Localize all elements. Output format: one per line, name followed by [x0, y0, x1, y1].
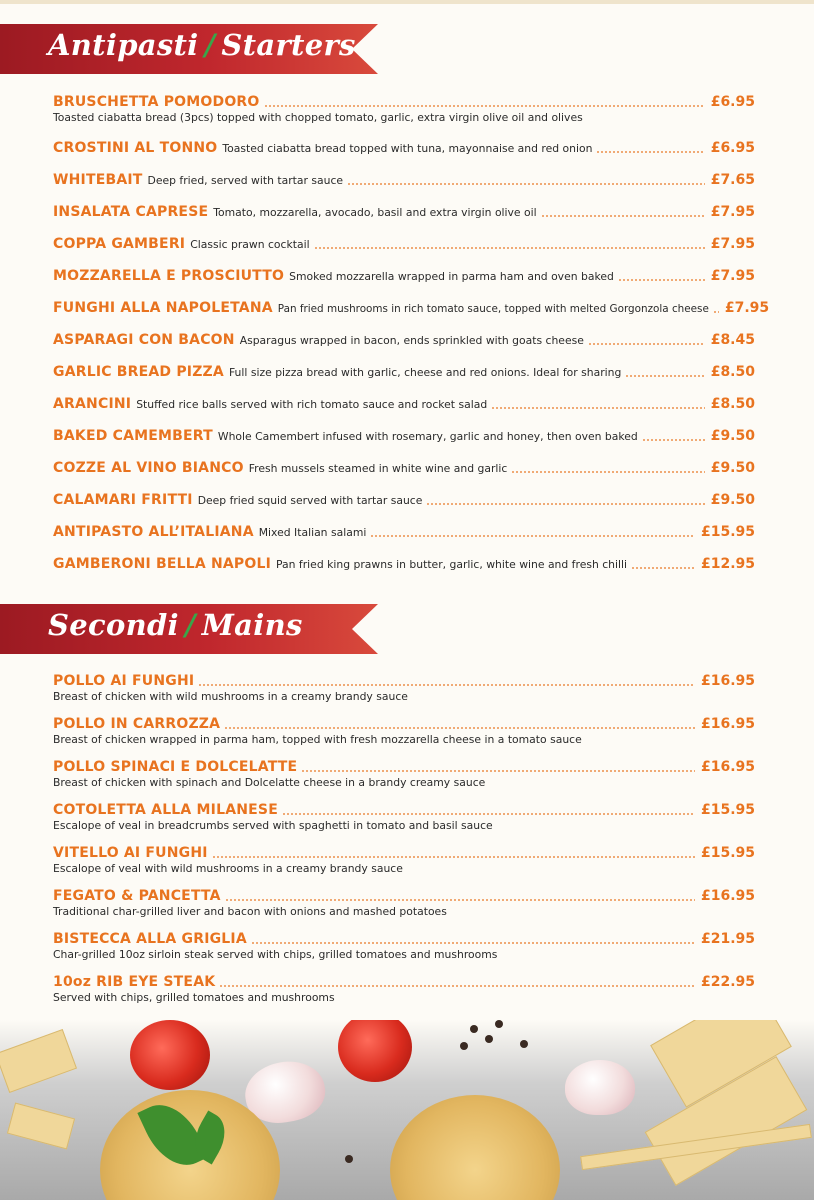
item-description: Stuffed rice balls served with rich tomato sauce and rocket salad: [136, 398, 488, 411]
item-price: £8.50: [710, 364, 755, 380]
menu-item: [53, 673, 755, 703]
rigatoni-pasta: [7, 1103, 75, 1150]
menu-item: [53, 140, 755, 156]
menu-item: [53, 364, 755, 380]
garlic-clove: [565, 1060, 635, 1115]
item-price: £8.50: [710, 396, 755, 412]
item-name: 10oz RIB EYE STEAK: [53, 974, 216, 990]
item-description: Classic prawn cocktail: [190, 238, 310, 251]
item-line: [53, 140, 755, 156]
dot-leader: [426, 503, 704, 505]
item-description: Smoked mozzarella wrapped in parma ham and oven baked: [289, 270, 614, 283]
item-description: Escalope of veal in breadcrumbs served with spaghetti in tomato and basil sauce: [53, 819, 493, 832]
item-price: £12.95: [700, 556, 755, 572]
menu-item: [53, 428, 755, 444]
menu-item: [53, 492, 755, 508]
title-separator: /: [184, 608, 196, 642]
item-price: £7.95: [710, 236, 755, 252]
item-description: Traditional char-grilled liver and bacon with onions and mashed potatoes: [53, 905, 447, 918]
item-price: £6.95: [710, 140, 755, 156]
item-name: ASPARAGI CON BACON: [53, 332, 235, 348]
dot-leader: [347, 183, 705, 185]
item-price: £9.50: [710, 460, 755, 476]
menu-item: [53, 94, 755, 124]
item-description: Char-grilled 10oz sirloin steak served with chips, grilled tomatoes and mushrooms: [53, 948, 498, 961]
item-name: BISTECCA ALLA GRIGLIA: [53, 931, 247, 947]
item-line: [53, 236, 755, 252]
item-price: £15.95: [700, 524, 755, 540]
dot-leader: [314, 247, 705, 249]
menu-item: [53, 332, 755, 348]
item-line: [53, 364, 755, 380]
dot-leader: [588, 343, 705, 345]
item-price: £16.95: [700, 888, 755, 904]
peppercorn: [460, 1042, 468, 1050]
item-line: [53, 204, 755, 220]
item-line: [53, 845, 755, 861]
item-line: [53, 94, 755, 110]
menu-item: [53, 759, 755, 789]
item-line: [53, 802, 755, 818]
item-name: VITELLO AI FUNGHI: [53, 845, 208, 861]
item-description: Toasted ciabatta bread topped with tuna, mayonnaise and red onion: [222, 142, 593, 155]
peppercorn: [520, 1040, 528, 1048]
item-line: [53, 332, 755, 348]
item-name: MOZZARELLA E PROSCIUTTO: [53, 268, 285, 284]
menu-item: [53, 268, 755, 284]
item-name: POLLO IN CARROZZA: [53, 716, 221, 732]
item-name: CALAMARI FRITTI: [53, 492, 193, 508]
item-name: GAMBERONI BELLA NAPOLI: [53, 556, 272, 572]
title-word: Antipasti: [48, 28, 199, 62]
dot-leader: [212, 856, 695, 858]
dot-leader: [511, 471, 704, 473]
item-description: Deep fried squid served with tartar sauce: [197, 494, 423, 507]
item-price: £7.95: [710, 204, 755, 220]
menu-item: [53, 974, 755, 1004]
item-name: ANTIPASTO ALL’ITALIANA: [53, 524, 254, 540]
tomato-half: [130, 1020, 210, 1090]
item-line: [53, 524, 755, 540]
item-price: £21.95: [700, 931, 755, 947]
mains-heading: [48, 608, 303, 642]
menu-item: [53, 172, 755, 188]
item-price: £9.50: [710, 492, 755, 508]
item-line: [53, 759, 755, 775]
menu-item: [53, 396, 755, 412]
dot-leader: [631, 567, 695, 569]
menu-item: [53, 845, 755, 875]
item-price: £6.95: [710, 94, 755, 110]
dot-leader: [198, 684, 695, 686]
item-line: [53, 300, 770, 316]
item-price: £15.95: [700, 802, 755, 818]
item-name: WHITEBAIT: [53, 172, 143, 188]
dot-leader: [282, 813, 695, 815]
item-price: £7.95: [710, 268, 755, 284]
menu-item: [53, 204, 755, 220]
menu-item: [53, 716, 755, 746]
item-description: Full size pizza bread with garlic, cheese and red onions. Ideal for sharing: [228, 366, 622, 379]
item-name: GARLIC BREAD PIZZA: [53, 364, 224, 380]
item-price: £22.95: [700, 974, 755, 990]
dot-leader: [225, 899, 695, 901]
dot-leader: [251, 942, 695, 944]
item-description: Breast of chicken wrapped in parma ham, topped with fresh mozzarella cheese in a tomato sauce: [53, 733, 582, 746]
item-description: Deep fried, served with tartar sauce: [147, 174, 344, 187]
item-line: [53, 492, 755, 508]
item-price: £15.95: [700, 845, 755, 861]
item-description: Tomato, mozzarella, avocado, basil and extra virgin olive oil: [213, 206, 537, 219]
title-word: Mains: [201, 608, 303, 642]
item-description: Pan fried mushrooms in rich tomato sauce, topped with melted Gorgonzola cheese: [277, 303, 709, 315]
item-price: £16.95: [700, 673, 755, 689]
dot-leader: [642, 439, 705, 441]
item-description: Asparagus wrapped in bacon, ends sprinkled with goats cheese: [239, 334, 584, 347]
item-description: Pan fried king prawns in butter, garlic, white wine and fresh chilli: [276, 558, 628, 571]
peppercorn: [495, 1020, 503, 1028]
dot-leader: [370, 535, 695, 537]
item-name: COPPA GAMBERI: [53, 236, 186, 252]
dot-leader: [301, 770, 695, 772]
top-border: [0, 0, 814, 4]
dot-leader: [219, 985, 695, 987]
item-line: [53, 428, 755, 444]
dot-leader: [618, 279, 705, 281]
menu-item: [53, 556, 755, 572]
item-line: [53, 460, 755, 476]
title-separator: /: [204, 28, 216, 62]
item-line: [53, 931, 755, 947]
item-description: Served with chips, grilled tomatoes and mushrooms: [53, 991, 335, 1004]
item-name: BAKED CAMEMBERT: [53, 428, 213, 444]
item-line: [53, 974, 755, 990]
dot-leader: [224, 727, 695, 729]
peppercorn: [485, 1035, 493, 1043]
menu-item: [53, 460, 755, 476]
item-description: Toasted ciabatta bread (3pcs) topped with chopped tomato, garlic, extra virgin olive oil and olives: [53, 111, 583, 124]
item-description: Breast of chicken with wild mushrooms in a creamy brandy sauce: [53, 690, 408, 703]
item-name: FUNGHI ALLA NAPOLETANA: [53, 300, 273, 316]
item-description: Escalope of veal with wild mushrooms in a creamy brandy sauce: [53, 862, 403, 875]
item-name: POLLO AI FUNGHI: [53, 673, 195, 689]
item-line: [53, 396, 755, 412]
dot-leader: [713, 311, 719, 313]
menu-item: [53, 236, 755, 252]
dot-leader: [491, 407, 705, 409]
item-name: CROSTINI AL TONNO: [53, 140, 218, 156]
menu-item: [53, 300, 770, 316]
dot-leader: [264, 105, 705, 107]
item-description: Breast of chicken with spinach and Dolcelatte cheese in a brandy creamy sauce: [53, 776, 486, 789]
item-description: Fresh mussels steamed in white wine and garlic: [248, 462, 508, 475]
title-word: Secondi: [48, 608, 179, 642]
menu-item: [53, 802, 755, 832]
item-line: [53, 716, 755, 732]
peppercorn: [470, 1025, 478, 1033]
tomato-half: [338, 1020, 412, 1082]
item-name: COZZE AL VINO BIANCO: [53, 460, 244, 476]
item-name: ARANCINI: [53, 396, 132, 412]
dot-leader: [596, 151, 704, 153]
item-price: £16.95: [700, 759, 755, 775]
item-name: COTOLETTA ALLA MILANESE: [53, 802, 278, 818]
item-name: BRUSCHETTA POMODORO: [53, 94, 260, 110]
item-line: [53, 268, 755, 284]
item-name: INSALATA CAPRESE: [53, 204, 209, 220]
dot-leader: [541, 215, 705, 217]
item-price: £9.50: [710, 428, 755, 444]
tagliatelle-nest: [390, 1095, 560, 1200]
item-line: [53, 556, 755, 572]
item-price: £7.95: [724, 300, 770, 316]
menu-item: [53, 524, 755, 540]
dot-leader: [625, 375, 704, 377]
title-word: Starters: [221, 28, 356, 62]
item-line: [53, 888, 755, 904]
item-price: £8.45: [710, 332, 755, 348]
item-price: £7.65: [710, 172, 755, 188]
item-line: [53, 673, 755, 689]
item-description: Whole Camembert infused with rosemary, garlic and honey, then oven baked: [217, 430, 638, 443]
starters-heading: [48, 28, 356, 62]
item-price: £16.95: [700, 716, 755, 732]
peppercorn: [345, 1155, 353, 1163]
item-description: Mixed Italian salami: [258, 526, 367, 539]
item-line: [53, 172, 755, 188]
rigatoni-pasta: [0, 1029, 77, 1093]
food-photo-decoration: [0, 1020, 814, 1200]
menu-item: [53, 931, 755, 961]
item-name: POLLO SPINACI E DOLCELATTE: [53, 759, 298, 775]
item-name: FEGATO & PANCETTA: [53, 888, 221, 904]
menu-item: [53, 888, 755, 918]
